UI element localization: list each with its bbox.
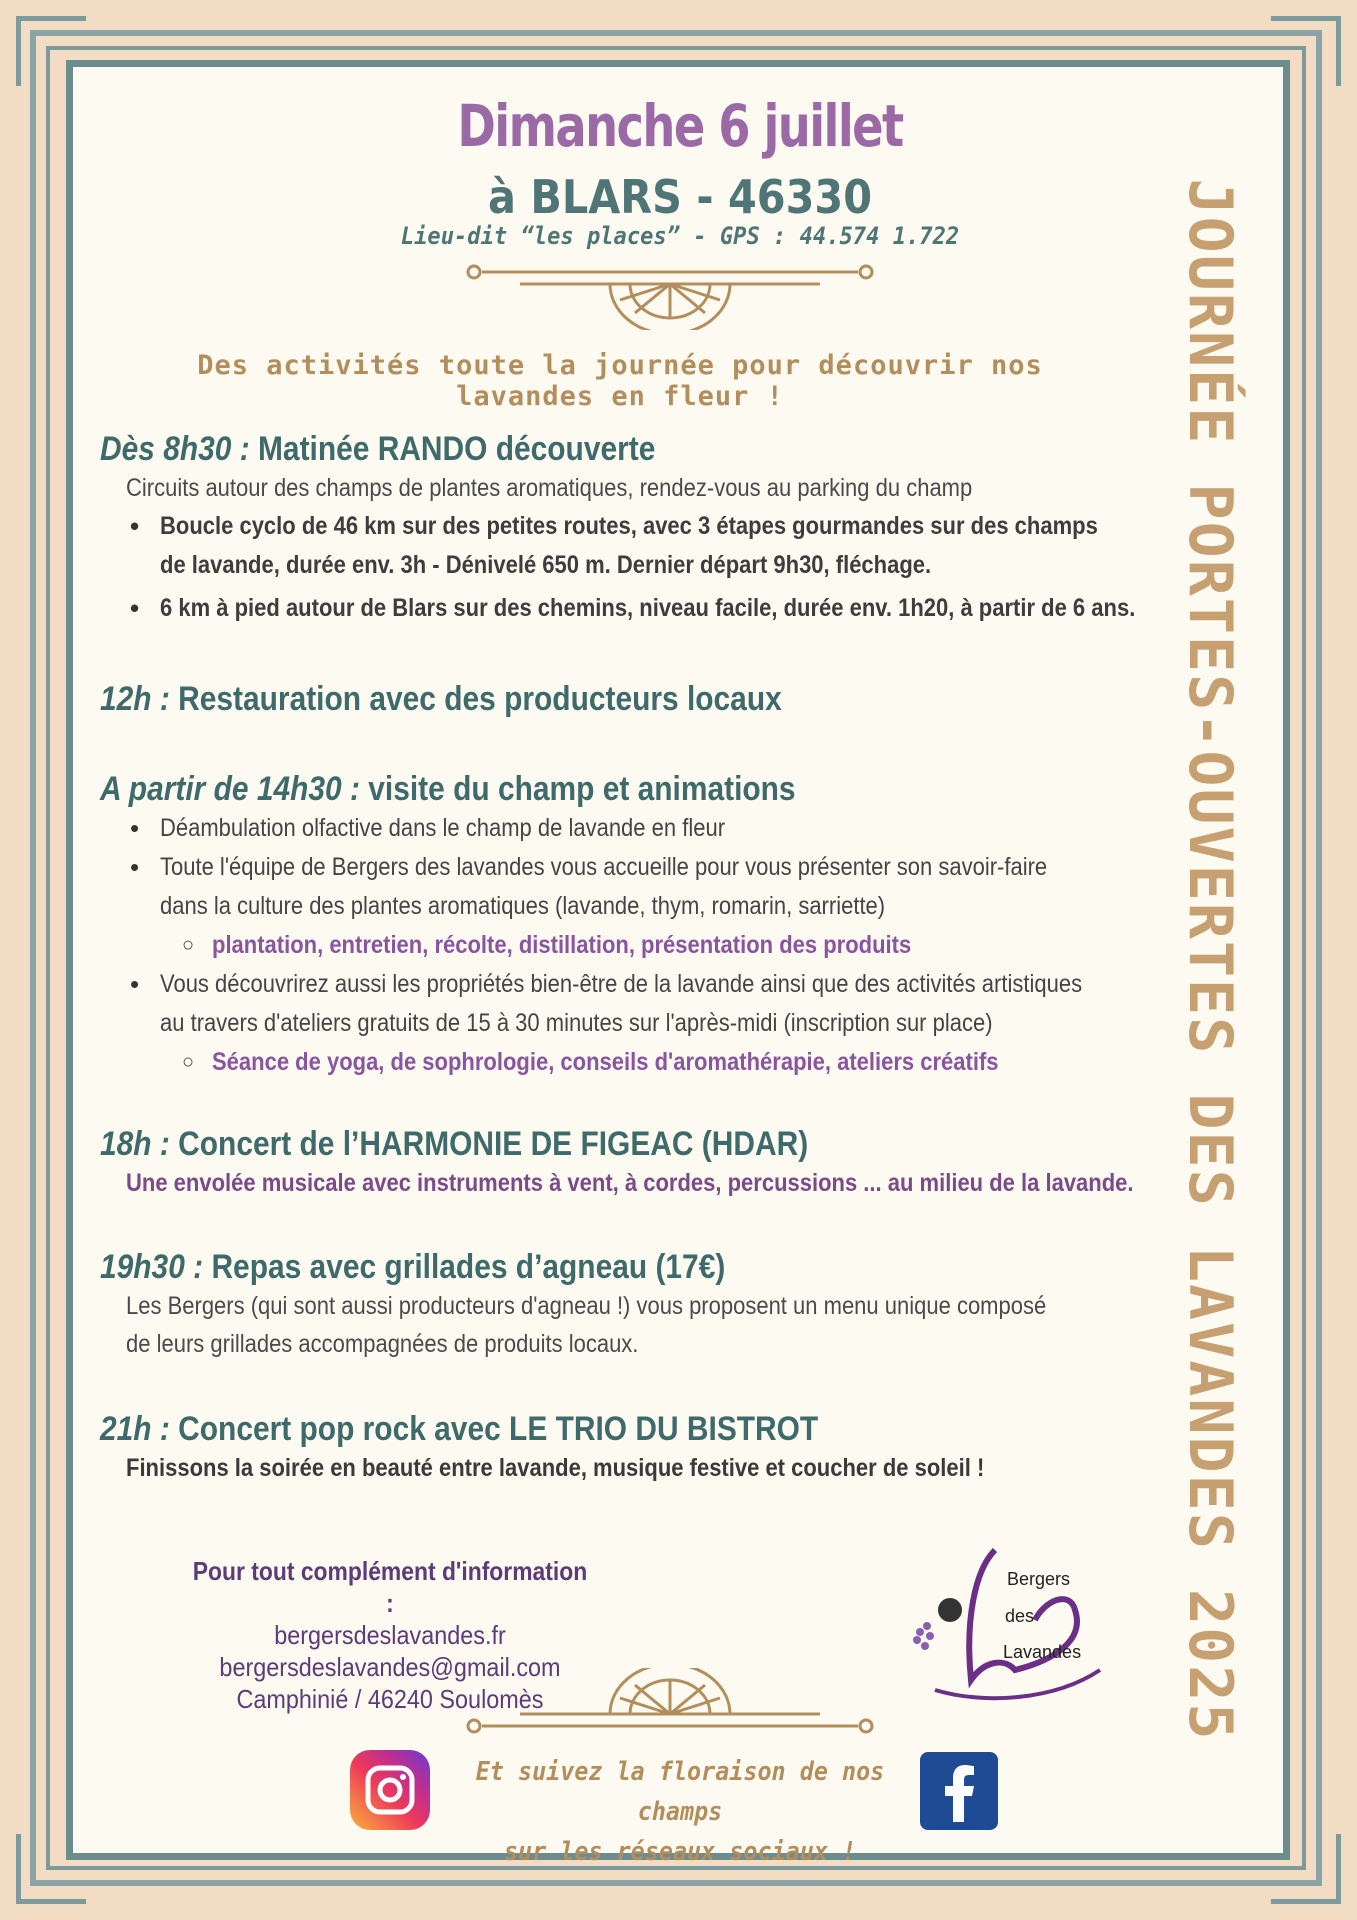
- list-item-text: Déambulation olfactive dans le champ de lavande en fleur: [160, 814, 726, 842]
- section-label: Matinée RANDO découverte: [258, 430, 656, 468]
- follow-text: [455, 1752, 905, 1872]
- contact-heading: Pour tout complément d'information :: [192, 1556, 588, 1618]
- section-concert-harmonie: [100, 1125, 1150, 1202]
- sheep-icon: [938, 1598, 962, 1622]
- section-intro: Les Bergers (qui sont aussi producteurs d'agneau !) vous proposent un menu unique composé: [126, 1292, 1047, 1320]
- section-concert-trio: [100, 1410, 1150, 1487]
- list-item-text: de lavande, durée env. 3h - Dénivelé 650 m. Dernier départ 9h30, fléchage.: [160, 551, 932, 579]
- section-time: 18h :: [100, 1125, 170, 1163]
- logo-line-2: des: [1005, 1606, 1035, 1626]
- list-item-text: • Boucle cyclo de 46 km sur des petites routes, avec 3 étapes gourmandes sur des champs: [160, 512, 1098, 540]
- sub-list-item: [182, 926, 1150, 965]
- logo-line-1: Bergers: [1007, 1569, 1071, 1589]
- section-intro: Une envolée musicale avec instruments à vent, à cordes, percussions ... au milieu de la lavande.: [126, 1169, 1134, 1197]
- side-title: [1170, 100, 1250, 1820]
- list-item-text: • Toute l'équipe de Bergers des lavandes vous accueille pour vous présenter son savoir-faire: [160, 853, 1048, 881]
- section-resto: [100, 680, 1150, 719]
- logo-graphic: [905, 1540, 1105, 1710]
- section-intro: Finissons la soirée en beauté entre lavande, musique festive et coucher de soleil !: [126, 1454, 985, 1482]
- logo-line-3: Lavandes: [1003, 1642, 1082, 1662]
- follow-line: Et suivez la floraison de nos champs: [475, 1757, 885, 1827]
- section-label: Concert pop rock avec LE TRIO DU BISTROT: [178, 1410, 819, 1448]
- section-intro: de leurs grillades accompagnées de produits locaux.: [126, 1330, 639, 1358]
- bottom-ornament: [460, 1668, 880, 1740]
- event-place: à BLARS - 46330: [487, 170, 873, 224]
- event-date: Dimanche 6 juillet: [457, 92, 903, 160]
- section-label: Concert de l’HARMONIE DE FIGEAC (HDAR): [178, 1125, 809, 1163]
- bergers-logo: [905, 1540, 1105, 1710]
- instagram-icon[interactable]: [350, 1750, 430, 1830]
- section-time: 19h30 :: [100, 1248, 204, 1286]
- list-item: [130, 809, 1150, 848]
- section-time: 12h :: [100, 680, 170, 718]
- section-heading: [100, 770, 1024, 809]
- section-time: A partir de 14h30 :: [100, 770, 360, 808]
- section-repas: [100, 1248, 1150, 1363]
- list-item: [130, 848, 1150, 926]
- side-title-text: JOURNÉE PORTES-OUVERTES DES LAVANDES 2025: [1175, 178, 1245, 1742]
- sub-list-item: [182, 1043, 1150, 1082]
- contact-email[interactable]: bergersdeslavandes@gmail.com: [219, 1652, 561, 1682]
- section-heading: [100, 680, 1024, 719]
- facebook-icon[interactable]: [920, 1752, 998, 1830]
- section-rando: [100, 430, 1150, 628]
- list-item: [130, 589, 1150, 628]
- event-gps: Lieu-dit “les places” - GPS : 44.574 1.722: [400, 222, 960, 250]
- top-ornament: [460, 258, 880, 330]
- section-time: Dès 8h30 :: [100, 430, 250, 468]
- list-item-text: Séance de yoga, de sophrologie, conseils d'aromathérapie, ateliers créatifs: [212, 1048, 999, 1076]
- visite-list: [100, 809, 1150, 1082]
- section-time: 21h :: [100, 1410, 170, 1448]
- follow-line: sur les réseaux sociaux !: [503, 1837, 857, 1867]
- section-heading: [100, 1248, 1024, 1287]
- section-visite: [100, 770, 1150, 1082]
- section-heading: [100, 1125, 1024, 1164]
- list-item-text: • Vous découvrirez aussi les propriétés bien-être de la lavande ainsi que des activités artistiques: [160, 970, 1083, 998]
- section-heading: [100, 430, 1024, 469]
- tagline: Des activités toute la journée pour découvrir nos lavandes en fleur !: [197, 350, 1043, 412]
- list-item-text: plantation, entretien, récolte, distillation, présentation des produits: [212, 931, 912, 959]
- list-item-text: au travers d'ateliers gratuits de 15 à 30 minutes sur l'après-midi (inscription sur place): [160, 1009, 993, 1037]
- list-item-text: dans la culture des plantes aromatiques (lavande, thym, romarin, sarriette): [160, 892, 886, 920]
- list-item: [130, 965, 1150, 1043]
- section-label: Restauration avec des producteurs locaux: [178, 680, 782, 718]
- list-item-text: 6 km à pied autour de Blars sur des chemins, niveau facile, durée env. 1h20, à partir de 6 ans.: [160, 594, 1136, 622]
- rando-list: [100, 507, 1150, 628]
- lavender-icon: [913, 1622, 934, 1650]
- contact-website[interactable]: bergersdeslavandes.fr: [274, 1620, 506, 1650]
- section-heading: [100, 1410, 1024, 1449]
- section-intro: Circuits autour des champs de plantes aromatiques, rendez-vous au parking du champ: [126, 474, 973, 502]
- list-item: [130, 507, 1150, 585]
- contact-address: Camphinié / 46240 Soulomès: [236, 1684, 544, 1714]
- section-label: Repas avec grillades d’agneau (17€): [211, 1248, 726, 1286]
- section-label: visite du champ et animations: [368, 770, 796, 808]
